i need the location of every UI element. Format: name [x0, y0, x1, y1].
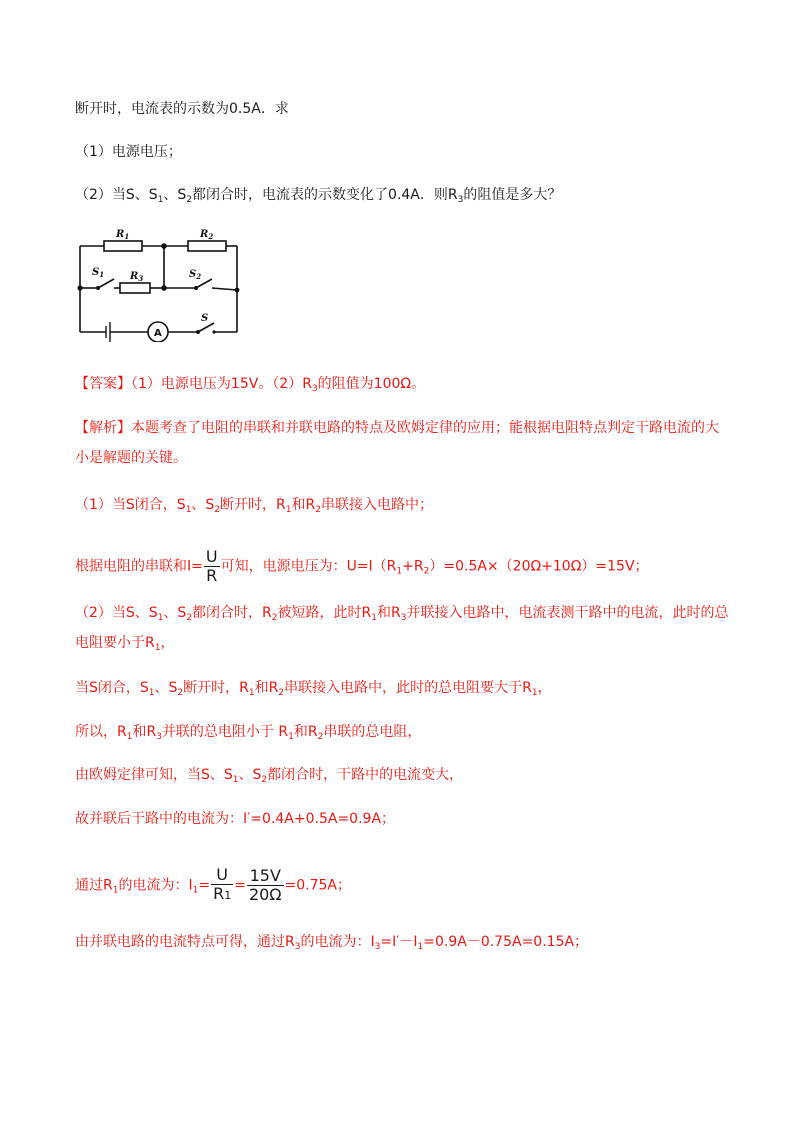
resistor-r3 — [120, 283, 150, 293]
analysis-text: 可知，电源电压为：U=I（R — [220, 558, 397, 575]
question-text: 断开时，电流表的示数为0.5A．求 — [75, 101, 289, 117]
analysis-text: 串联接入电路中，此时的总电阻要大于R — [284, 680, 532, 696]
analysis-text: 串联的总电阻， — [323, 724, 422, 740]
question-part-1 — [75, 142, 182, 162]
fraction-denominator: 20Ω — [248, 885, 282, 904]
fraction-u-over-r — [204, 548, 220, 585]
subscript: 2 — [271, 613, 278, 623]
answer-line — [75, 374, 425, 394]
subscript: 1 — [112, 885, 119, 896]
analysis-text: 和R — [293, 724, 318, 740]
analysis-text: 的电流为：I — [300, 934, 375, 950]
analysis-text: 本题考查了电阻的串联和并联电路的特点及欧姆定律的应用；能根据电阻特点判定干路电流的大 — [131, 420, 719, 436]
fraction-numerator: 15V — [247, 867, 284, 886]
analysis-tag: 【解析】 — [75, 420, 131, 436]
subscript: 2 — [315, 505, 321, 515]
analysis-series-case — [75, 678, 552, 698]
question-text: 、S — [163, 187, 187, 203]
subscript: 1 — [224, 889, 232, 902]
analysis-step-1 — [75, 495, 433, 515]
analysis-ohms-law — [75, 765, 463, 785]
analysis-text: =I′－I — [380, 934, 418, 950]
subscript: 2 — [186, 195, 193, 205]
analysis-text: 都闭合时，R — [192, 605, 272, 621]
analysis-text: 和R — [254, 680, 279, 696]
subscript: 1 — [417, 942, 424, 952]
subscript: 3 — [400, 613, 407, 623]
analysis-text: =0.75A； — [284, 877, 352, 894]
analysis-text: 和R — [376, 605, 401, 621]
label-r1: $R_1$ — [116, 229, 130, 241]
subscript: 2 — [423, 566, 430, 577]
analysis-text: +R — [402, 558, 424, 575]
resistor-r2 — [188, 241, 226, 251]
analysis-step-2 — [75, 603, 728, 623]
analysis-text: 由欧姆定律可知，当S、S — [75, 767, 233, 783]
analysis-text: 断开时，R — [220, 497, 286, 513]
answer-tag: 【答案】 — [75, 376, 131, 392]
answer-text: 的阻值为100Ω。 — [317, 376, 426, 392]
fraction-denominator: R — [206, 566, 218, 585]
label-r2: $R_2$ — [200, 229, 214, 241]
subscript: 2 — [186, 613, 193, 623]
analysis-step-2-cont — [75, 633, 174, 653]
question-text: 都闭合时，电流表的示数变化了0.4A．则R — [192, 187, 458, 203]
answer-text: （1）电源电压为15V。（2）R — [131, 376, 312, 392]
subscript: 1 — [232, 775, 239, 785]
subscript: 1 — [157, 195, 164, 205]
subscript: 2 — [317, 732, 324, 742]
analysis-r1-current — [75, 866, 351, 905]
analysis-text: 都闭合时，干路中的电流变大， — [267, 767, 464, 783]
analysis-text: 所以，R — [75, 724, 127, 740]
subscript: 1 — [157, 613, 164, 623]
subscript: 1 — [531, 688, 538, 698]
subscript: 3 — [457, 195, 464, 205]
label-s2: $S_2$ — [189, 269, 202, 281]
analysis-text: （2）当S、S — [75, 605, 158, 621]
analysis-text: 的电流为：I — [118, 877, 193, 894]
analysis-text: 根据电阻的串联和I= — [75, 558, 203, 575]
analysis-text: 并联接入电路中，电流表测干路中的电流，此时的总 — [406, 605, 729, 621]
subscript: 3 — [294, 942, 301, 952]
analysis-comparison — [75, 722, 421, 742]
subscript: 1 — [371, 613, 377, 623]
analysis-text: 、S — [238, 767, 262, 783]
analysis-text: 小是解题的关键。 — [75, 450, 187, 466]
analysis-text: 、S — [154, 680, 178, 696]
analysis-line-1 — [75, 418, 719, 438]
question-text: （1）电源电压； — [75, 144, 182, 160]
label-s1: $S_1$ — [92, 267, 105, 279]
subscript: 3 — [156, 732, 162, 742]
analysis-text: 、S — [191, 497, 215, 513]
subscript: 1 — [154, 643, 161, 653]
analysis-text: 和R — [132, 724, 157, 740]
analysis-r3-current — [75, 932, 588, 952]
switch-s — [198, 323, 214, 332]
subscript: 1 — [288, 732, 294, 742]
subscript: 2 — [177, 688, 184, 698]
fraction-u-over-r1 — [211, 866, 233, 905]
analysis-text: 当S闭合，S — [75, 680, 149, 696]
analysis-text: 由并联电路的电流特点可得，通过R — [75, 934, 295, 950]
subscript: 1 — [126, 732, 133, 742]
fraction-numerator: U — [211, 866, 233, 885]
subscript: 1 — [192, 885, 199, 896]
question-part-2 — [75, 185, 561, 205]
resistor-r1 — [104, 241, 142, 251]
analysis-text: 被短路，此时R — [277, 605, 372, 621]
subscript: 3 — [311, 384, 318, 394]
subscript: 1 — [396, 566, 403, 577]
question-text: （2）当S、S — [75, 187, 158, 203]
analysis-text: ）=0.5A×（20Ω+10Ω）=15V； — [429, 558, 649, 575]
subscript: 1 — [185, 505, 192, 515]
analysis-text: 故并联后干路中的电流为：I′=0.4A+0.5A=0.9A； — [75, 811, 396, 827]
analysis-line-2 — [75, 448, 187, 468]
fraction-denominator-text: R — [213, 884, 225, 903]
fraction-denominator — [211, 885, 233, 905]
analysis-voltage-formula — [75, 548, 649, 585]
analysis-text: 、S — [163, 605, 187, 621]
question-text: 的阻值是多大？ — [463, 187, 562, 203]
analysis-text: = — [198, 877, 211, 894]
subscript: 3 — [374, 942, 381, 952]
circuit-diagram — [72, 222, 247, 342]
label-s: S — [201, 313, 209, 324]
analysis-text: = — [234, 877, 246, 894]
question-line-1 — [75, 99, 289, 119]
analysis-total-current — [75, 809, 395, 829]
analysis-text: 断开时，R — [183, 680, 249, 696]
analysis-text: ， — [537, 680, 552, 696]
analysis-text: 通过R — [75, 877, 113, 894]
switch-s1 — [98, 279, 114, 288]
subscript: 2 — [278, 688, 285, 698]
subscript: 1 — [285, 505, 292, 515]
analysis-text: 并联的总电阻小于 R — [161, 724, 289, 740]
analysis-text: 和R — [291, 497, 316, 513]
analysis-text: 电阻要小于R — [75, 635, 155, 651]
subscript: 2 — [261, 775, 268, 785]
label-r3: $R_3$ — [130, 271, 144, 283]
analysis-text: 串联接入电路中； — [320, 497, 433, 513]
analysis-text: （1）当S闭合，S — [75, 497, 186, 513]
subscript: 2 — [214, 505, 221, 515]
fraction-15v-over-20ohm — [247, 867, 284, 904]
ammeter-label: A — [154, 328, 162, 339]
subscript: 1 — [148, 688, 155, 698]
analysis-text: =0.9A－0.75A=0.15A； — [423, 934, 589, 950]
fraction-numerator: U — [205, 547, 218, 566]
analysis-text: ， — [160, 635, 175, 651]
subscript: 1 — [248, 688, 255, 698]
